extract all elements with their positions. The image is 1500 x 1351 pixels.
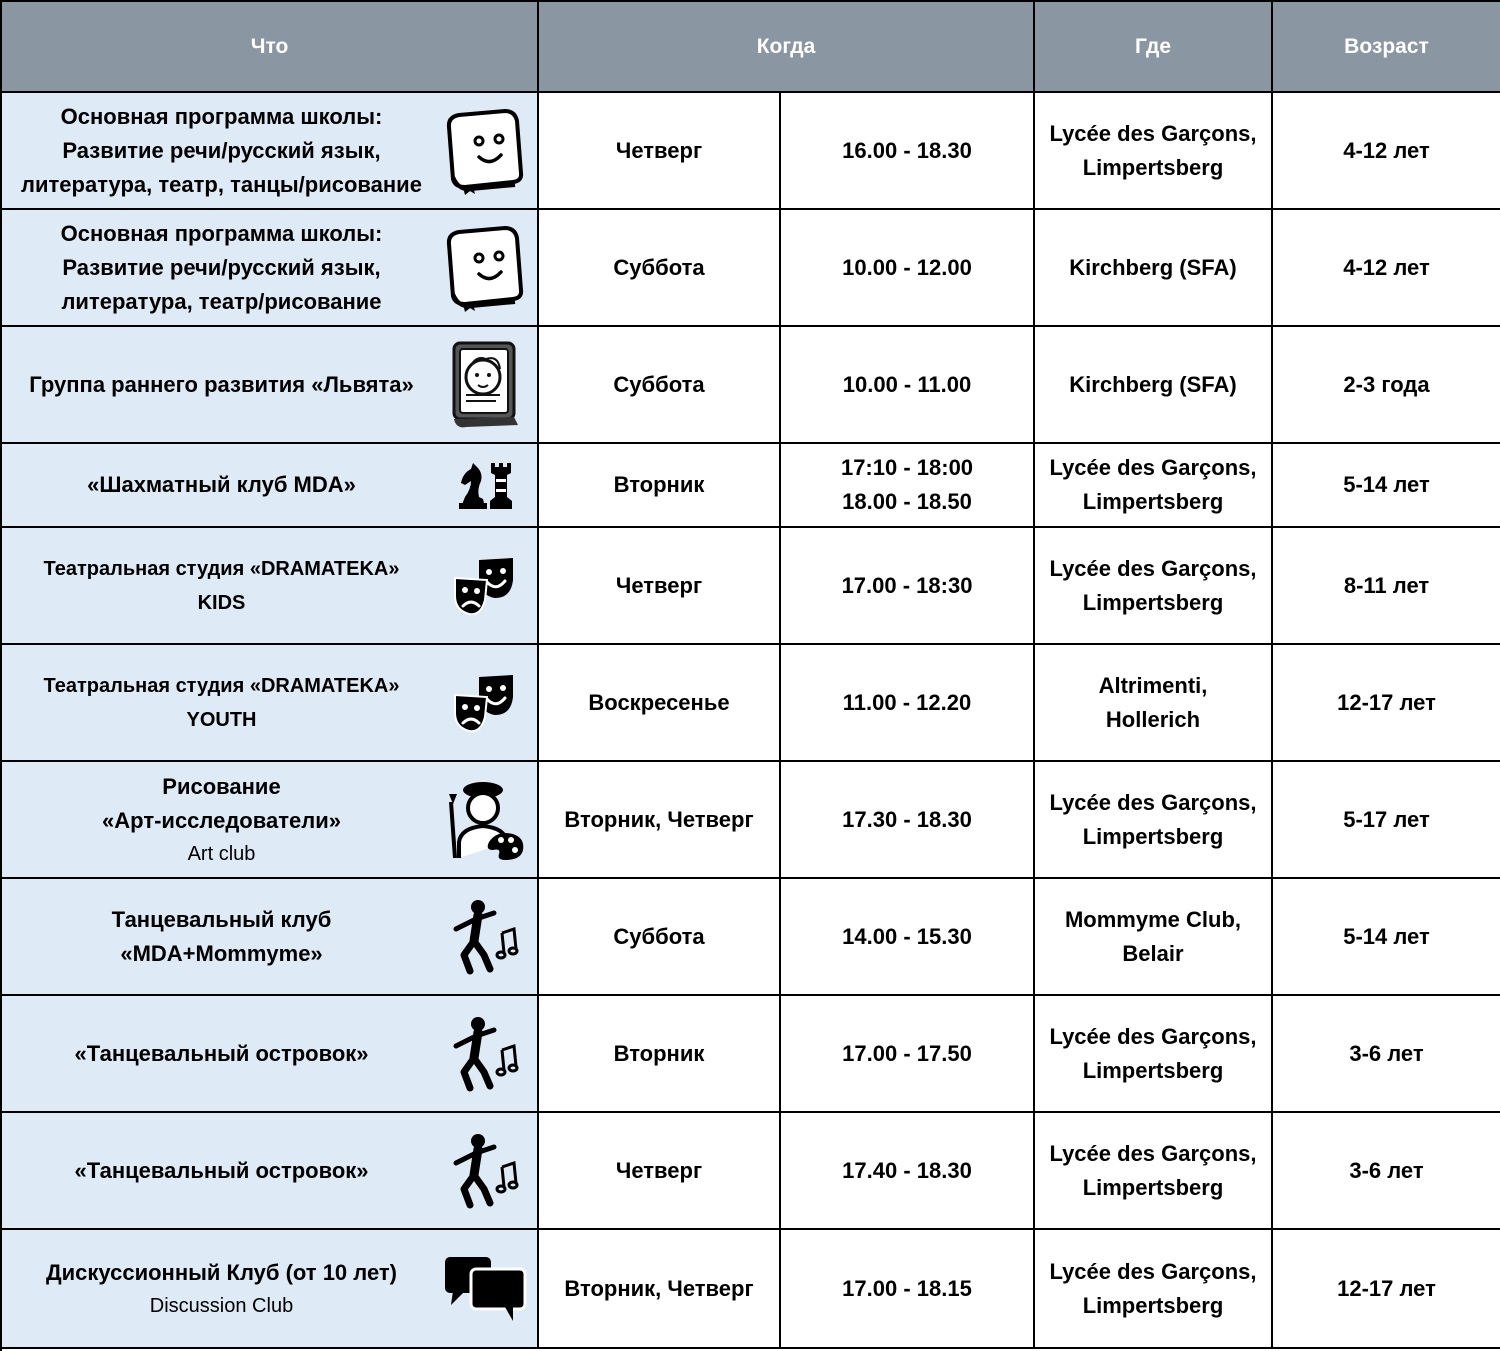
location-lines bbox=[1099, 669, 1208, 737]
time-line: 18.00 - 18.50 bbox=[842, 489, 972, 514]
location-line: Lycée des Garçons, bbox=[1049, 789, 1257, 815]
time-lines bbox=[842, 251, 972, 285]
location-line: Limpertsberg bbox=[1082, 1174, 1224, 1200]
smiling-book-icon bbox=[437, 103, 533, 199]
age-cell: 4-12 лет bbox=[1273, 210, 1500, 327]
activity-name-line: «Танцевальный островок» bbox=[74, 1040, 369, 1066]
time-line: 17.40 - 18.30 bbox=[842, 1157, 972, 1183]
location-lines bbox=[1049, 451, 1256, 519]
header-where: Где bbox=[1035, 2, 1273, 93]
time-line: 10.00 - 11.00 bbox=[842, 371, 972, 397]
dancer-music-icon bbox=[437, 1123, 533, 1219]
age-cell: 12-17 лет bbox=[1273, 1230, 1500, 1349]
day-cell: Вторник bbox=[539, 444, 781, 528]
activity-cell bbox=[2, 1230, 539, 1349]
age-cell: 3-6 лет bbox=[1273, 1113, 1500, 1230]
day-cell: Четверг bbox=[539, 93, 781, 210]
activity-name-line: Танцевальный клуб bbox=[111, 906, 332, 932]
activity-name-line: литература, театр, танцы/рисование bbox=[21, 171, 422, 197]
activity-name-line: «Арт-исследователи» bbox=[102, 807, 341, 833]
age-cell: 12-17 лет bbox=[1273, 645, 1500, 762]
activity-name bbox=[6, 552, 437, 620]
location-line: Limpertsberg bbox=[1082, 589, 1224, 615]
age-cell: 5-14 лет bbox=[1273, 444, 1500, 528]
activity-name-line: литература, театр/рисование bbox=[61, 288, 382, 314]
theater-masks-icon bbox=[437, 655, 533, 751]
location-line: Hollerich bbox=[1105, 706, 1201, 732]
location-cell bbox=[1035, 996, 1273, 1113]
activity-cell bbox=[2, 645, 539, 762]
age-cell: 2-3 года bbox=[1273, 327, 1500, 444]
location-cell bbox=[1035, 1230, 1273, 1349]
activity-name-line: Основная программа школы: bbox=[60, 220, 383, 246]
activity-name bbox=[6, 1256, 437, 1322]
age-cell: 4-12 лет bbox=[1273, 93, 1500, 210]
theater-masks-icon bbox=[437, 538, 533, 634]
time-cell bbox=[781, 528, 1035, 645]
location-line: Limpertsberg bbox=[1082, 1057, 1224, 1083]
time-cell bbox=[781, 762, 1035, 879]
time-cell bbox=[781, 645, 1035, 762]
day-cell: Суббота bbox=[539, 879, 781, 996]
age-cell: 8-11 лет bbox=[1273, 528, 1500, 645]
time-lines bbox=[843, 686, 971, 720]
time-lines bbox=[842, 569, 973, 603]
time-cell bbox=[781, 1113, 1035, 1230]
time-line: 17.00 - 18:30 bbox=[841, 572, 973, 598]
location-cell bbox=[1035, 93, 1273, 210]
activity-subtitle: Art club bbox=[187, 842, 256, 865]
activity-name-line: Развитие речи/русский язык, bbox=[62, 254, 381, 280]
location-cell bbox=[1035, 210, 1273, 327]
time-line: 16.00 - 18.30 bbox=[842, 137, 972, 163]
time-lines bbox=[843, 368, 971, 402]
location-line: Limpertsberg bbox=[1082, 1292, 1224, 1318]
time-cell bbox=[781, 327, 1035, 444]
activity-cell bbox=[2, 762, 539, 879]
activity-name-line: Дискуссионный Клуб (от 10 лет) bbox=[45, 1259, 398, 1285]
activity-cell bbox=[2, 528, 539, 645]
location-line: Lycée des Garçons, bbox=[1049, 1140, 1257, 1166]
location-line: Belair bbox=[1122, 940, 1184, 966]
lion-book-icon bbox=[437, 337, 533, 433]
time-cell bbox=[781, 996, 1035, 1113]
location-cell bbox=[1035, 645, 1273, 762]
activity-name-line: Театральная студия «DRAMATEKA» bbox=[43, 674, 400, 697]
age-cell: 5-17 лет bbox=[1273, 762, 1500, 879]
header-when: Когда bbox=[539, 2, 1035, 93]
activity-name bbox=[6, 903, 437, 971]
activity-cell bbox=[2, 1113, 539, 1230]
location-lines bbox=[1049, 1020, 1256, 1088]
location-line: Lycée des Garçons, bbox=[1049, 1023, 1257, 1049]
activity-name-line: «MDA+Mommyme» bbox=[120, 940, 323, 966]
header-what: Что bbox=[2, 2, 539, 93]
location-cell bbox=[1035, 327, 1273, 444]
location-lines bbox=[1049, 552, 1256, 620]
activity-name-line: KIDS bbox=[197, 591, 246, 614]
header-age: Возраст bbox=[1273, 2, 1500, 93]
activity-name bbox=[6, 669, 437, 737]
location-lines bbox=[1049, 117, 1256, 185]
speech-bubbles-icon bbox=[437, 1241, 533, 1337]
artist-palette-icon bbox=[437, 772, 533, 868]
time-cell bbox=[781, 210, 1035, 327]
time-lines bbox=[842, 134, 972, 168]
location-cell bbox=[1035, 444, 1273, 528]
time-cell bbox=[781, 93, 1035, 210]
activity-cell bbox=[2, 327, 539, 444]
location-line: Kirchberg (SFA) bbox=[1069, 254, 1237, 280]
time-lines bbox=[841, 451, 973, 519]
location-cell bbox=[1035, 879, 1273, 996]
dancer-music-icon bbox=[437, 889, 533, 985]
time-cell bbox=[781, 879, 1035, 996]
time-line: 11.00 - 12.20 bbox=[842, 689, 972, 715]
activity-name bbox=[6, 217, 437, 319]
activity-cell bbox=[2, 879, 539, 996]
day-cell: Четверг bbox=[539, 1113, 781, 1230]
location-line: Lycée des Garçons, bbox=[1049, 455, 1257, 480]
location-cell bbox=[1035, 762, 1273, 879]
activity-cell bbox=[2, 996, 539, 1113]
day-cell: Суббота bbox=[539, 210, 781, 327]
activity-name-line: Театральная студия «DRAMATEKA» bbox=[43, 557, 400, 580]
activity-subtitle: Discussion Club bbox=[149, 1294, 294, 1317]
day-cell: Вторник bbox=[539, 996, 781, 1113]
time-cell bbox=[781, 1230, 1035, 1349]
activity-cell bbox=[2, 444, 539, 528]
day-cell: Воскресенье bbox=[539, 645, 781, 762]
day-cell: Суббота bbox=[539, 327, 781, 444]
activity-name bbox=[6, 368, 437, 402]
location-line: Mommyme Club, bbox=[1064, 906, 1242, 932]
time-line: 17.00 - 18.15 bbox=[842, 1275, 972, 1301]
location-lines bbox=[1069, 368, 1236, 402]
time-line: 17:10 - 18:00 bbox=[840, 455, 974, 480]
location-lines bbox=[1049, 1255, 1256, 1323]
activity-cell bbox=[2, 93, 539, 210]
time-lines bbox=[842, 1154, 972, 1188]
location-line: Lycée des Garçons, bbox=[1049, 555, 1257, 581]
activity-name-line: Рисование bbox=[162, 773, 281, 799]
activity-name bbox=[6, 1154, 437, 1188]
location-lines bbox=[1049, 786, 1256, 854]
dancer-music-icon bbox=[437, 1006, 533, 1102]
location-line: Lycée des Garçons, bbox=[1049, 1258, 1257, 1284]
time-lines bbox=[842, 1272, 972, 1306]
activity-name-line: Основная программа школы: bbox=[60, 103, 383, 129]
location-lines bbox=[1065, 903, 1241, 971]
time-line: 14.00 - 15.30 bbox=[842, 923, 972, 949]
activity-name-line: «Танцевальный островок» bbox=[74, 1157, 369, 1183]
time-line: 17.00 - 17.50 bbox=[842, 1040, 972, 1066]
day-cell: Вторник, Четверг bbox=[539, 762, 781, 879]
activity-name bbox=[6, 100, 437, 202]
time-line: 17.30 - 18.30 bbox=[842, 806, 972, 832]
activity-name-line: «Шахматный клуб MDA» bbox=[87, 472, 356, 497]
location-line: Limpertsberg bbox=[1082, 489, 1224, 514]
age-cell: 5-14 лет bbox=[1273, 879, 1500, 996]
location-line: Limpertsberg bbox=[1082, 154, 1224, 180]
age-cell: 3-6 лет bbox=[1273, 996, 1500, 1113]
time-cell bbox=[781, 444, 1035, 528]
time-line: 10.00 - 12.00 bbox=[842, 254, 972, 280]
chess-pieces-icon bbox=[437, 444, 533, 528]
location-line: Kirchberg (SFA) bbox=[1069, 371, 1237, 397]
location-line: Lycée des Garçons, bbox=[1049, 120, 1257, 146]
location-cell bbox=[1035, 1113, 1273, 1230]
activity-name bbox=[6, 1037, 437, 1071]
day-cell: Вторник, Четверг bbox=[539, 1230, 781, 1349]
activity-name-line: Развитие речи/русский язык, bbox=[62, 137, 381, 163]
activity-cell bbox=[2, 210, 539, 327]
day-cell: Четверг bbox=[539, 528, 781, 645]
location-lines bbox=[1069, 251, 1236, 285]
location-line: Altrimenti, bbox=[1098, 672, 1208, 698]
location-cell bbox=[1035, 528, 1273, 645]
activity-name bbox=[6, 770, 437, 870]
activity-name-line: YOUTH bbox=[186, 708, 257, 731]
time-lines bbox=[842, 1037, 972, 1071]
activity-name bbox=[6, 468, 437, 502]
activity-name-line: Группа раннего развития «Львята» bbox=[29, 371, 414, 397]
smiling-book-icon bbox=[437, 220, 533, 316]
location-line: Limpertsberg bbox=[1082, 823, 1224, 849]
time-lines bbox=[842, 803, 972, 837]
location-lines bbox=[1049, 1137, 1256, 1205]
time-lines bbox=[842, 920, 972, 954]
